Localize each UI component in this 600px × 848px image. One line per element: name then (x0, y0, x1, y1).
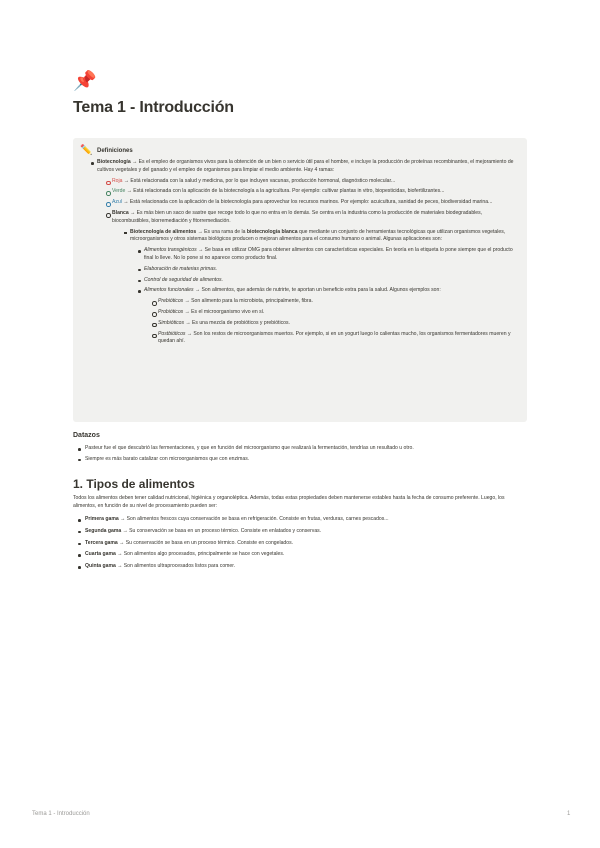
list-item-primera-gama: Primera gama → Son alimentos frescos cuya conservación se basa en refrigeración. Consiste en frutas, verduras, carnes pescados... (73, 516, 527, 524)
list-item-verde: Verde → Está relacionada con la aplicación de la biotecnología a la agricultura. Por ejemplo: cultivar plantas in vitro, biopesticidas, biofertilizantes... (80, 188, 517, 196)
callout-title: Definiciones (97, 148, 133, 154)
list-item-tercera-gama: Tercera gama → Su conservación se basa en un proceso térmico. Consiste en congelados. (73, 540, 527, 548)
list-item-simbioticos: Simbióticos → Es una mezcla de probióticos y prebióticos. (80, 320, 517, 328)
list-item: Pasteur fue el que descubrió las fermentaciones, y que en función del microorganismo que realizará la fermentación, tendrías un resultado u otro. (73, 445, 527, 453)
list-item: Siempre es más barato catalizar con microorganismos que con enzimas. (73, 456, 527, 464)
list-item-roja: Roja → Está relacionada con la salud y medicina, por lo que incluyen vacunas, producción hormonal, diagnóstico molecular... (80, 178, 517, 186)
list-item-biotecnologia-alimentos: Biotecnología de alimentos → Es una rama de la biotecnología blanca que mediante un conjunto de herramientas tecnológicas que utilizan organismos vegetales, microorganismos y otros sistemas biológicos producen o mejoran alimentos para el consumo humano o animal. Algunas aplicaciones son: (80, 229, 517, 245)
callout-header (80, 146, 517, 156)
datazos-heading: Datazos (73, 432, 100, 439)
list-item-segunda-gama: Segunda gama → Su conservación se basa en un proceso térmico. Consiste en enlatados y conservas. (73, 528, 527, 536)
list-item-postbioticos: Postbióticos → Son los restos de microorganismos muertos. Por ejemplo, si en un yogurt luego lo calientas mucho, los organismos fermentadores mueren y quedan ahí. (80, 331, 517, 347)
pushpin-icon: 📌 (73, 71, 97, 92)
definitions-callout (73, 138, 527, 422)
list-item-blanca: Blanca → Es más bien un saco de sastre que recoge todo lo que no entra en lo demás. Se centra en la industria como la producción de materiales biodegradables, biocombustibles, biorremediación y fitorremediación. (80, 210, 517, 226)
list-item-funcionales: Alimentos funcionales → Son alimentos, que además de nutrirte, te aportan un beneficio extra para la salud. Algunos ejemplos son: (80, 287, 517, 295)
datazos-list (73, 445, 527, 467)
page-number: 1 (567, 811, 571, 817)
list-item-cuarta-gama: Cuarta gama → Son alimentos algo procesados, principalmente se hace con vegetales. (73, 551, 527, 559)
page-title: Tema 1 - Introducción (73, 99, 234, 116)
list-item-elaboracion: Elaboración de materias primas. (80, 266, 517, 274)
gamas-list (73, 516, 527, 575)
footer-title: Tema 1 - Introducción (32, 811, 90, 817)
list-item-prebioticos: Prebióticos → Son alimento para la microbiota, principalmente, fibra. (80, 298, 517, 306)
list-item-transgenicos: Alimentos transgénicos → Se basa en utilizar OMG para obtener alimentos con características especiales. En teoría en la etiqueta lo pone siempre que el producto final lo lleve. No lo pone si no aparece como producto final. (80, 247, 517, 263)
list-item-biotecnologia: Biotecnología → Es el empleo de organismos vivos para la obtención de un bien o servicio útil para el hombre, e incluye la producción de proteínas recombinantes, el mejoramiento de cultivos vegetales y del ganado y el empleo de organismos para limpiar el medio ambiente. Hay 4 ramas: (80, 159, 517, 175)
pencil-icon: ✏️ (80, 145, 93, 156)
section-intro: Todos los alimentos deben tener calidad nutricional, higiénica y organoléptica. Además, todas estas propiedades deben mantenerse estables hasta la fecha de consumo preferente. Luego, los alimentos, en función de su nivel de procesamiento pueden ser: (73, 495, 505, 509)
list-item-quinta-gama: Quinta gama → Son alimentos ultraprocesados listos para comer. (73, 563, 527, 571)
list-item-control: Control de seguridad de alimentos. (80, 277, 517, 285)
list-item-probioticos: Probióticos → Es el microorganismo vivo en sí. (80, 309, 517, 317)
list-item-azul: Azul → Está relacionada con la aplicación de la biotecnología para aprovechar los recursos marinos. Por ejemplo: acuicultura, sanidad de peces, biodiversidad marina... (80, 199, 517, 207)
section-heading: 1. Tipos de alimentos (73, 477, 195, 491)
